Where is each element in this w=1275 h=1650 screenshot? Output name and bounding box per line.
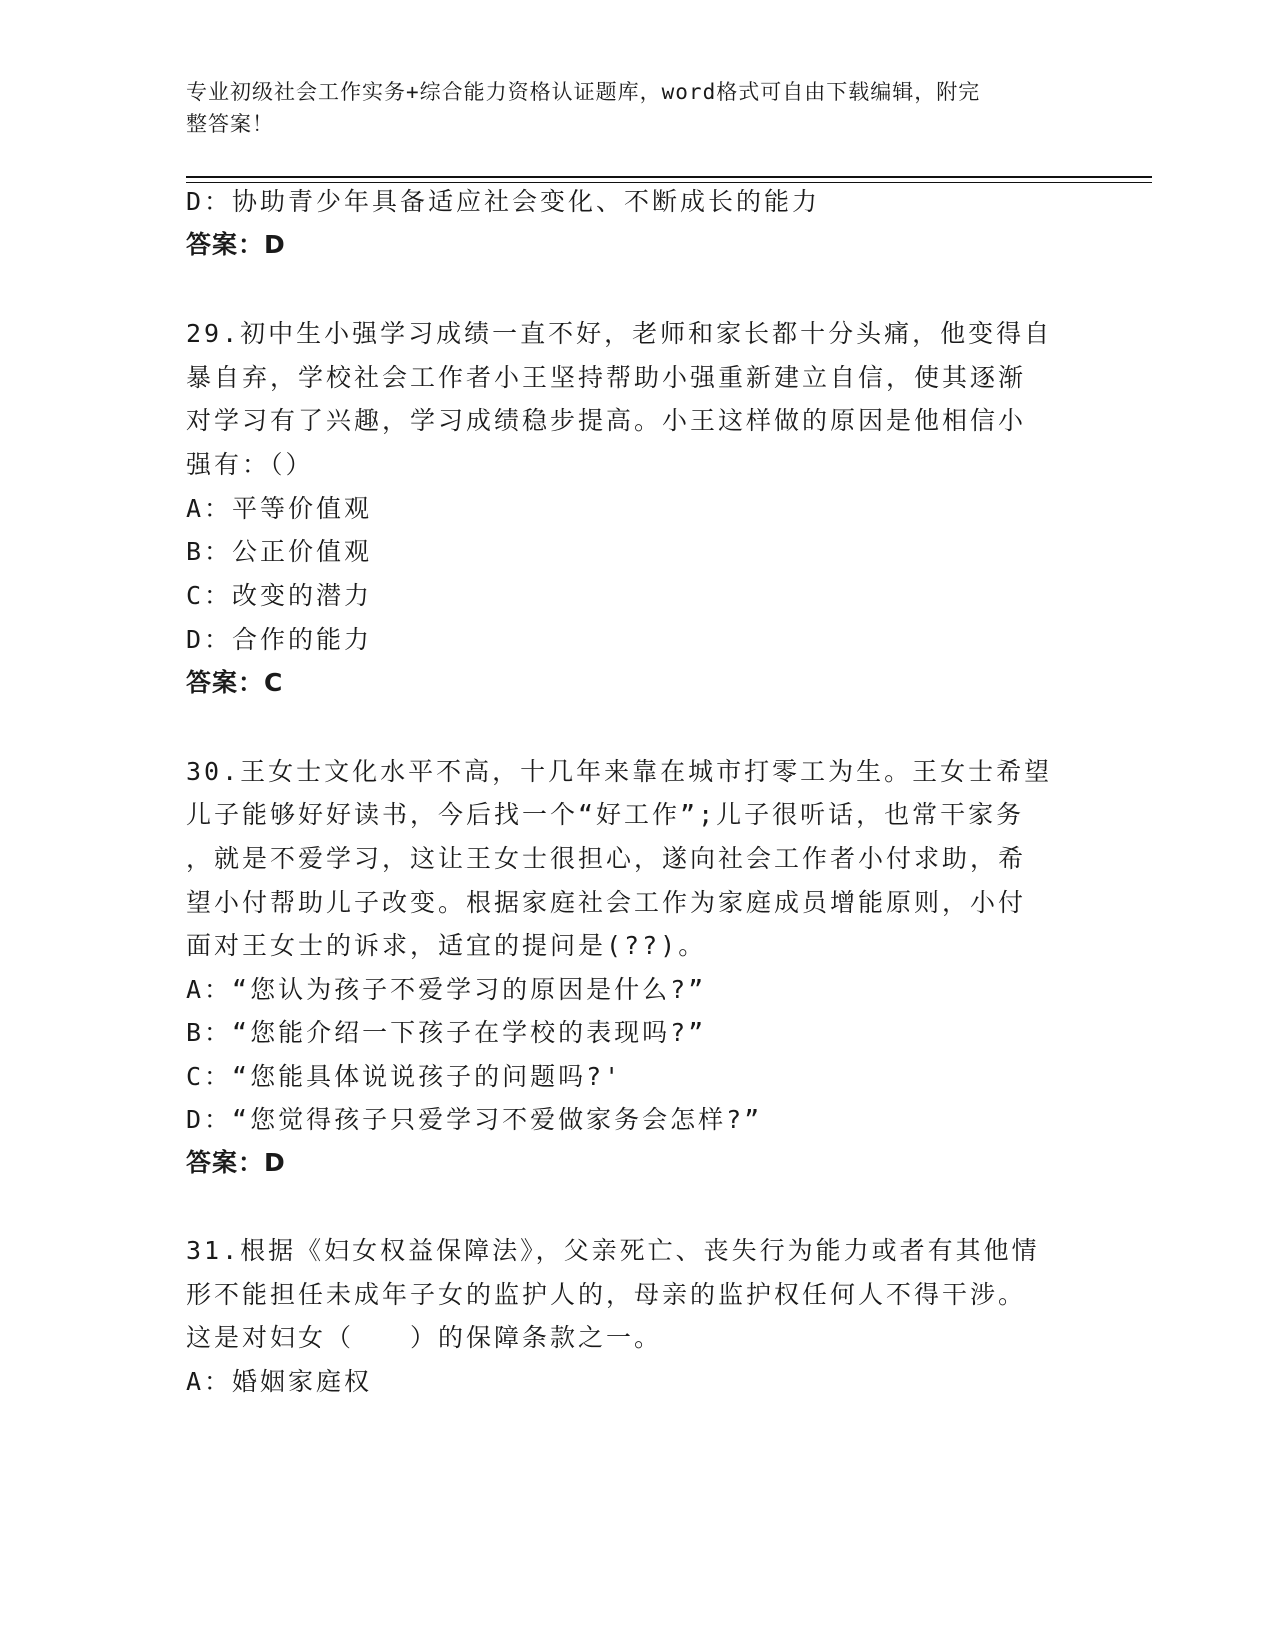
q29-option-d: D：合作的能力: [186, 625, 373, 654]
q30-option-b: B：“您能介绍一下孩子在学校的表现吗?”: [186, 1018, 707, 1047]
q30-option-a: A：“您认为孩子不爱学习的原因是什么?”: [186, 975, 707, 1004]
prev-answer: 答案：D: [186, 230, 286, 259]
q30-stem-line-1: 30.王女士文化水平不高，十几年来靠在城市打零工为生。王女士希望: [186, 757, 1053, 786]
page-header: [186, 76, 1086, 140]
q29-answer: 答案：C: [186, 668, 284, 697]
header-line-2: 整答案！: [186, 112, 274, 136]
prev-option-d: D：协助青少年具备适应社会变化、不断成长的能力: [186, 187, 821, 216]
q29-stem-line-3: 对学习有了兴趣，学习成绩稳步提高。小王这样做的原因是他相信小: [186, 406, 1027, 435]
q31-option-a: A：婚姻家庭权: [186, 1367, 373, 1396]
header-divider-thin: [186, 182, 1152, 183]
q29-stem-line-2: 暴自弃，学校社会工作者小王坚持帮助小强重新建立自信，使其逐渐: [186, 363, 1027, 392]
q29-option-a: A：平等价值观: [186, 494, 373, 523]
q30-option-d: D：“您觉得孩子只爱学习不爱做家务会怎样?”: [186, 1105, 763, 1134]
q30-stem-line-5: 面对王女士的诉求，适宜的提问是(??)。: [186, 931, 707, 960]
q29-stem-line-4: 强有：（）: [186, 450, 314, 479]
q30-option-c: C：“您能具体说说孩子的问题吗?': [186, 1062, 623, 1091]
q29-option-b: B：公正价值观: [186, 537, 373, 566]
header-line-1: 专业初级社会工作实务+综合能力资格认证题库，word格式可自由下载编辑，附完: [186, 80, 981, 104]
q30-stem-line-4: 望小付帮助儿子改变。根据家庭社会工作为家庭成员增能原则，小付: [186, 888, 1027, 917]
q30-stem-line-2: 儿子能够好好读书，今后找一个“好工作”;儿子很听话，也常干家务: [186, 800, 1025, 829]
header-divider: [186, 176, 1152, 178]
q31-stem-line-3: 这是对妇女（ ）的保障条款之一。: [186, 1323, 663, 1352]
q29-option-c: C：改变的潜力: [186, 581, 373, 610]
q31-stem-line-2: 形不能担任未成年子女的监护人的，母亲的监护权任何人不得干涉。: [186, 1280, 1027, 1309]
q29-stem-line-1: 29.初中生小强学习成绩一直不好，老师和家长都十分头痛，他变得自: [186, 319, 1053, 348]
q30-answer: 答案：D: [186, 1148, 286, 1177]
q31-stem-line-1: 31.根据《妇女权益保障法》，父亲死亡、丧失行为能力或者有其他情: [186, 1236, 1040, 1265]
q30-stem-line-3: ，就是不爱学习，这让王女士很担心，遂向社会工作者小付求助，希: [186, 844, 1027, 873]
